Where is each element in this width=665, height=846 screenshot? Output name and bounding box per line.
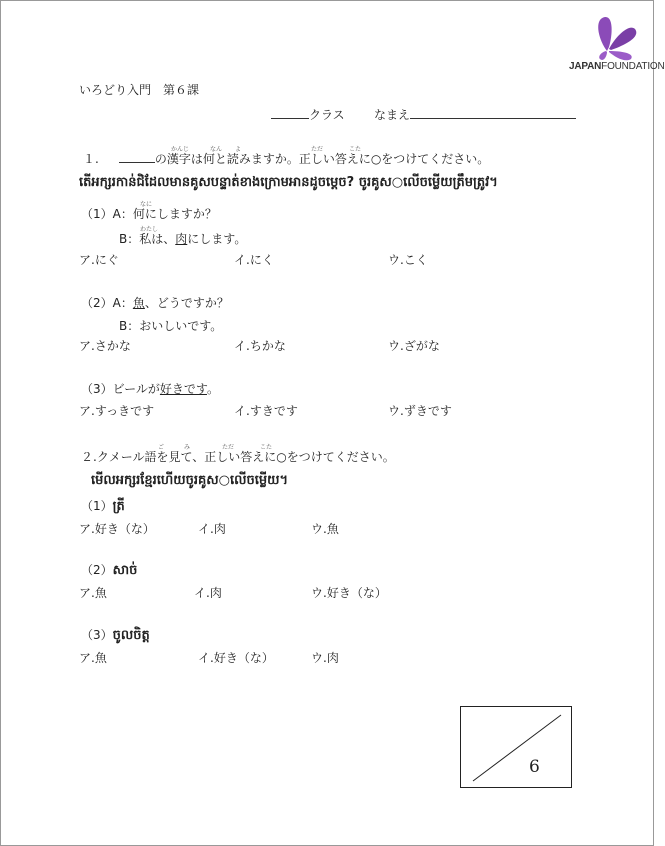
q1-item-3-sentence <box>81 380 219 397</box>
question-2-heading <box>81 448 395 465</box>
item-number: （1） <box>81 207 113 221</box>
speaker-label: B： <box>119 232 140 246</box>
q1-item-1-line-b <box>119 230 246 247</box>
target-word: 魚 <box>132 296 145 310</box>
furigana: こた <box>349 146 362 153</box>
question-number: １. <box>83 152 99 166</box>
option-i[interactable]: イ.にく <box>234 253 274 267</box>
logo-text: JAPANFOUNDATION <box>569 61 665 72</box>
sentence-text: ビールが <box>112 382 160 396</box>
furigana: かんじ <box>171 146 190 153</box>
q1-item-1-line-a <box>81 205 217 222</box>
option-a[interactable]: ア.魚 <box>79 651 107 665</box>
question-1-instruction-khmer: តើអក្សរកាន់ជិដែលមានគូសបន្ទាត់ខាងក្រោមអានដូចម្ដេច? ចូរគូស○លើចម្លើយត្រឹមត្រូវ។ <box>79 175 498 190</box>
khmer-word: ចូលចិត្ត <box>112 628 150 643</box>
dialogue-text: にします。 <box>187 232 247 246</box>
butterfly-icon <box>569 11 649 61</box>
course-title: いろどり入門 第６課 <box>79 83 200 97</box>
score-box[interactable] <box>460 706 572 788</box>
speaker-label: B： <box>119 319 140 333</box>
khmer-word: ត្រី <box>112 499 125 514</box>
q1-item-2-line-b <box>119 317 222 334</box>
question-number: ２. <box>81 450 97 464</box>
sentence-text: 。 <box>206 382 219 396</box>
khmer-word: សាច់ <box>112 563 138 578</box>
dialogue-text: は、 <box>151 232 176 246</box>
q2-item-2 <box>81 561 137 581</box>
score-diagonal <box>461 707 571 787</box>
furigana: ただ <box>222 444 235 451</box>
item-number: （1） <box>81 499 113 513</box>
question-2-instruction: クメール語を見て、正しい答えに○をつけてください。 <box>96 450 395 464</box>
item-number: （2） <box>81 563 113 577</box>
speaker-label: A： <box>112 296 133 310</box>
target-word: 肉 <box>175 232 188 246</box>
option-i[interactable]: イ.肉 <box>198 522 226 536</box>
furigana: ただ <box>311 146 324 153</box>
item-number: （2） <box>81 296 113 310</box>
option-i[interactable]: イ.ちかな <box>234 339 286 353</box>
furigana: よ <box>235 146 242 153</box>
furigana: なに <box>140 201 153 208</box>
class-label: クラス <box>309 108 345 122</box>
option-a[interactable]: ア.好き（な） <box>79 522 155 536</box>
dialogue-text: 、どうですか？ <box>144 296 229 310</box>
name-field <box>374 106 576 123</box>
furigana: ご <box>158 444 165 451</box>
dialogue-text: 私 <box>139 232 152 246</box>
option-i[interactable]: イ.肉 <box>194 586 222 600</box>
option-i[interactable]: イ.すきです <box>234 404 298 418</box>
option-i[interactable]: イ.好き（な） <box>198 651 274 665</box>
target-word: 好きです <box>159 382 207 396</box>
question-2-instruction-khmer: មើលអក្សរខ្មែរហើយចូរគូស○លើចម្លើយ។ <box>91 473 289 488</box>
furigana: なん <box>210 146 223 153</box>
option-a[interactable]: ア.さかな <box>79 339 131 353</box>
dialogue-text: 何にしますか？ <box>132 207 217 221</box>
speaker-label: A： <box>112 207 133 221</box>
question-1-instruction: の漢字は何と読みますか。正しい答えに○をつけてください。 <box>154 152 490 166</box>
name-blank[interactable] <box>410 106 576 119</box>
class-blank[interactable] <box>271 106 309 119</box>
option-u[interactable]: ウ.こく <box>388 253 428 267</box>
option-u[interactable]: ウ.好き（な） <box>311 586 387 600</box>
item-number: （3） <box>81 382 113 396</box>
option-a[interactable]: ア.にぐ <box>79 253 119 267</box>
furigana: こた <box>260 444 273 451</box>
question-1-heading <box>83 150 489 167</box>
score-total: 6 <box>529 757 540 777</box>
option-a[interactable]: ア.魚 <box>79 586 107 600</box>
furigana: わたし <box>140 226 159 233</box>
option-u[interactable]: ウ.肉 <box>311 651 339 665</box>
underline-marker <box>119 150 155 163</box>
option-u[interactable]: ウ.魚 <box>311 522 339 536</box>
furigana: み <box>184 444 191 451</box>
dialogue-text: おいしいです。 <box>139 319 223 333</box>
japan-foundation-logo <box>569 11 665 77</box>
q1-item-2-line-a <box>81 294 229 311</box>
q2-item-3 <box>81 626 150 646</box>
item-number: （3） <box>81 628 113 642</box>
option-u[interactable]: ウ.ざがな <box>388 339 440 353</box>
q2-item-1 <box>81 497 125 517</box>
name-label: なまえ <box>374 108 411 122</box>
option-a[interactable]: ア.すっきです <box>79 404 155 418</box>
class-field <box>271 106 345 123</box>
option-u[interactable]: ウ.ずきです <box>388 404 452 418</box>
